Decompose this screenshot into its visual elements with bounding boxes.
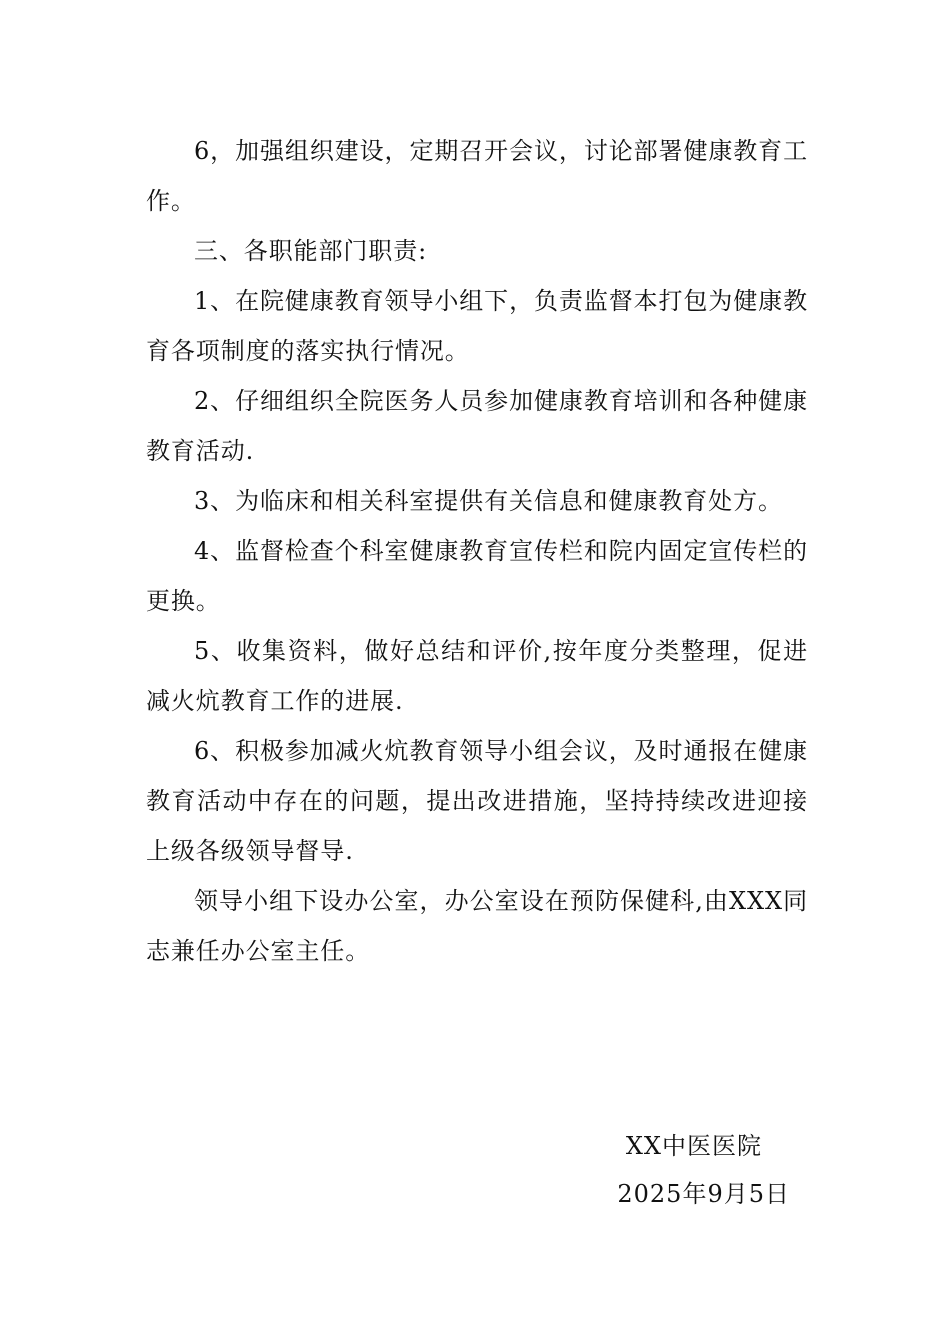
paragraph-item-6: 6，加强组织建设，定期召开会议，讨论部署健康教育工作。 [146, 137, 808, 215]
duty-item-1: 1、在院健康教育领导小组下，负责监督本打包为健康教育各项制度的落实执行情况。 [146, 287, 808, 365]
duty-item-5: 5、收集资料，做好总结和评价,按年度分类整理，促进减火炕教育工作的进展. [146, 637, 808, 715]
duty-item-2: 2、仔细组织全院医务人员参加健康教育培训和各种健康教育活动. [146, 387, 808, 465]
duty-item-6: 6、积极参加减火炕教育领导小组会议，及时通报在健康教育活动中存在的问题，提出改进措施，坚持持续改进迎接上级各级领导督导. [146, 737, 808, 865]
section-heading-3: 三、各职能部门职责: [194, 237, 428, 265]
signature-organization: XX中医医院 [625, 1132, 762, 1160]
signature-date: 2025年9月5日 [617, 1180, 790, 1208]
duty-item-4: 4、监督检查个科室健康教育宣传栏和院内固定宣传栏的更换。 [146, 537, 808, 615]
duty-item-3: 3、为临床和相关科室提供有关信息和健康教育处方。 [194, 487, 783, 515]
signature-block [617, 1124, 790, 1218]
document-body [146, 126, 808, 976]
office-paragraph: 领导小组下设办公室，办公室设在预防保健科,由XXX同志兼任办公室主任。 [146, 887, 808, 965]
